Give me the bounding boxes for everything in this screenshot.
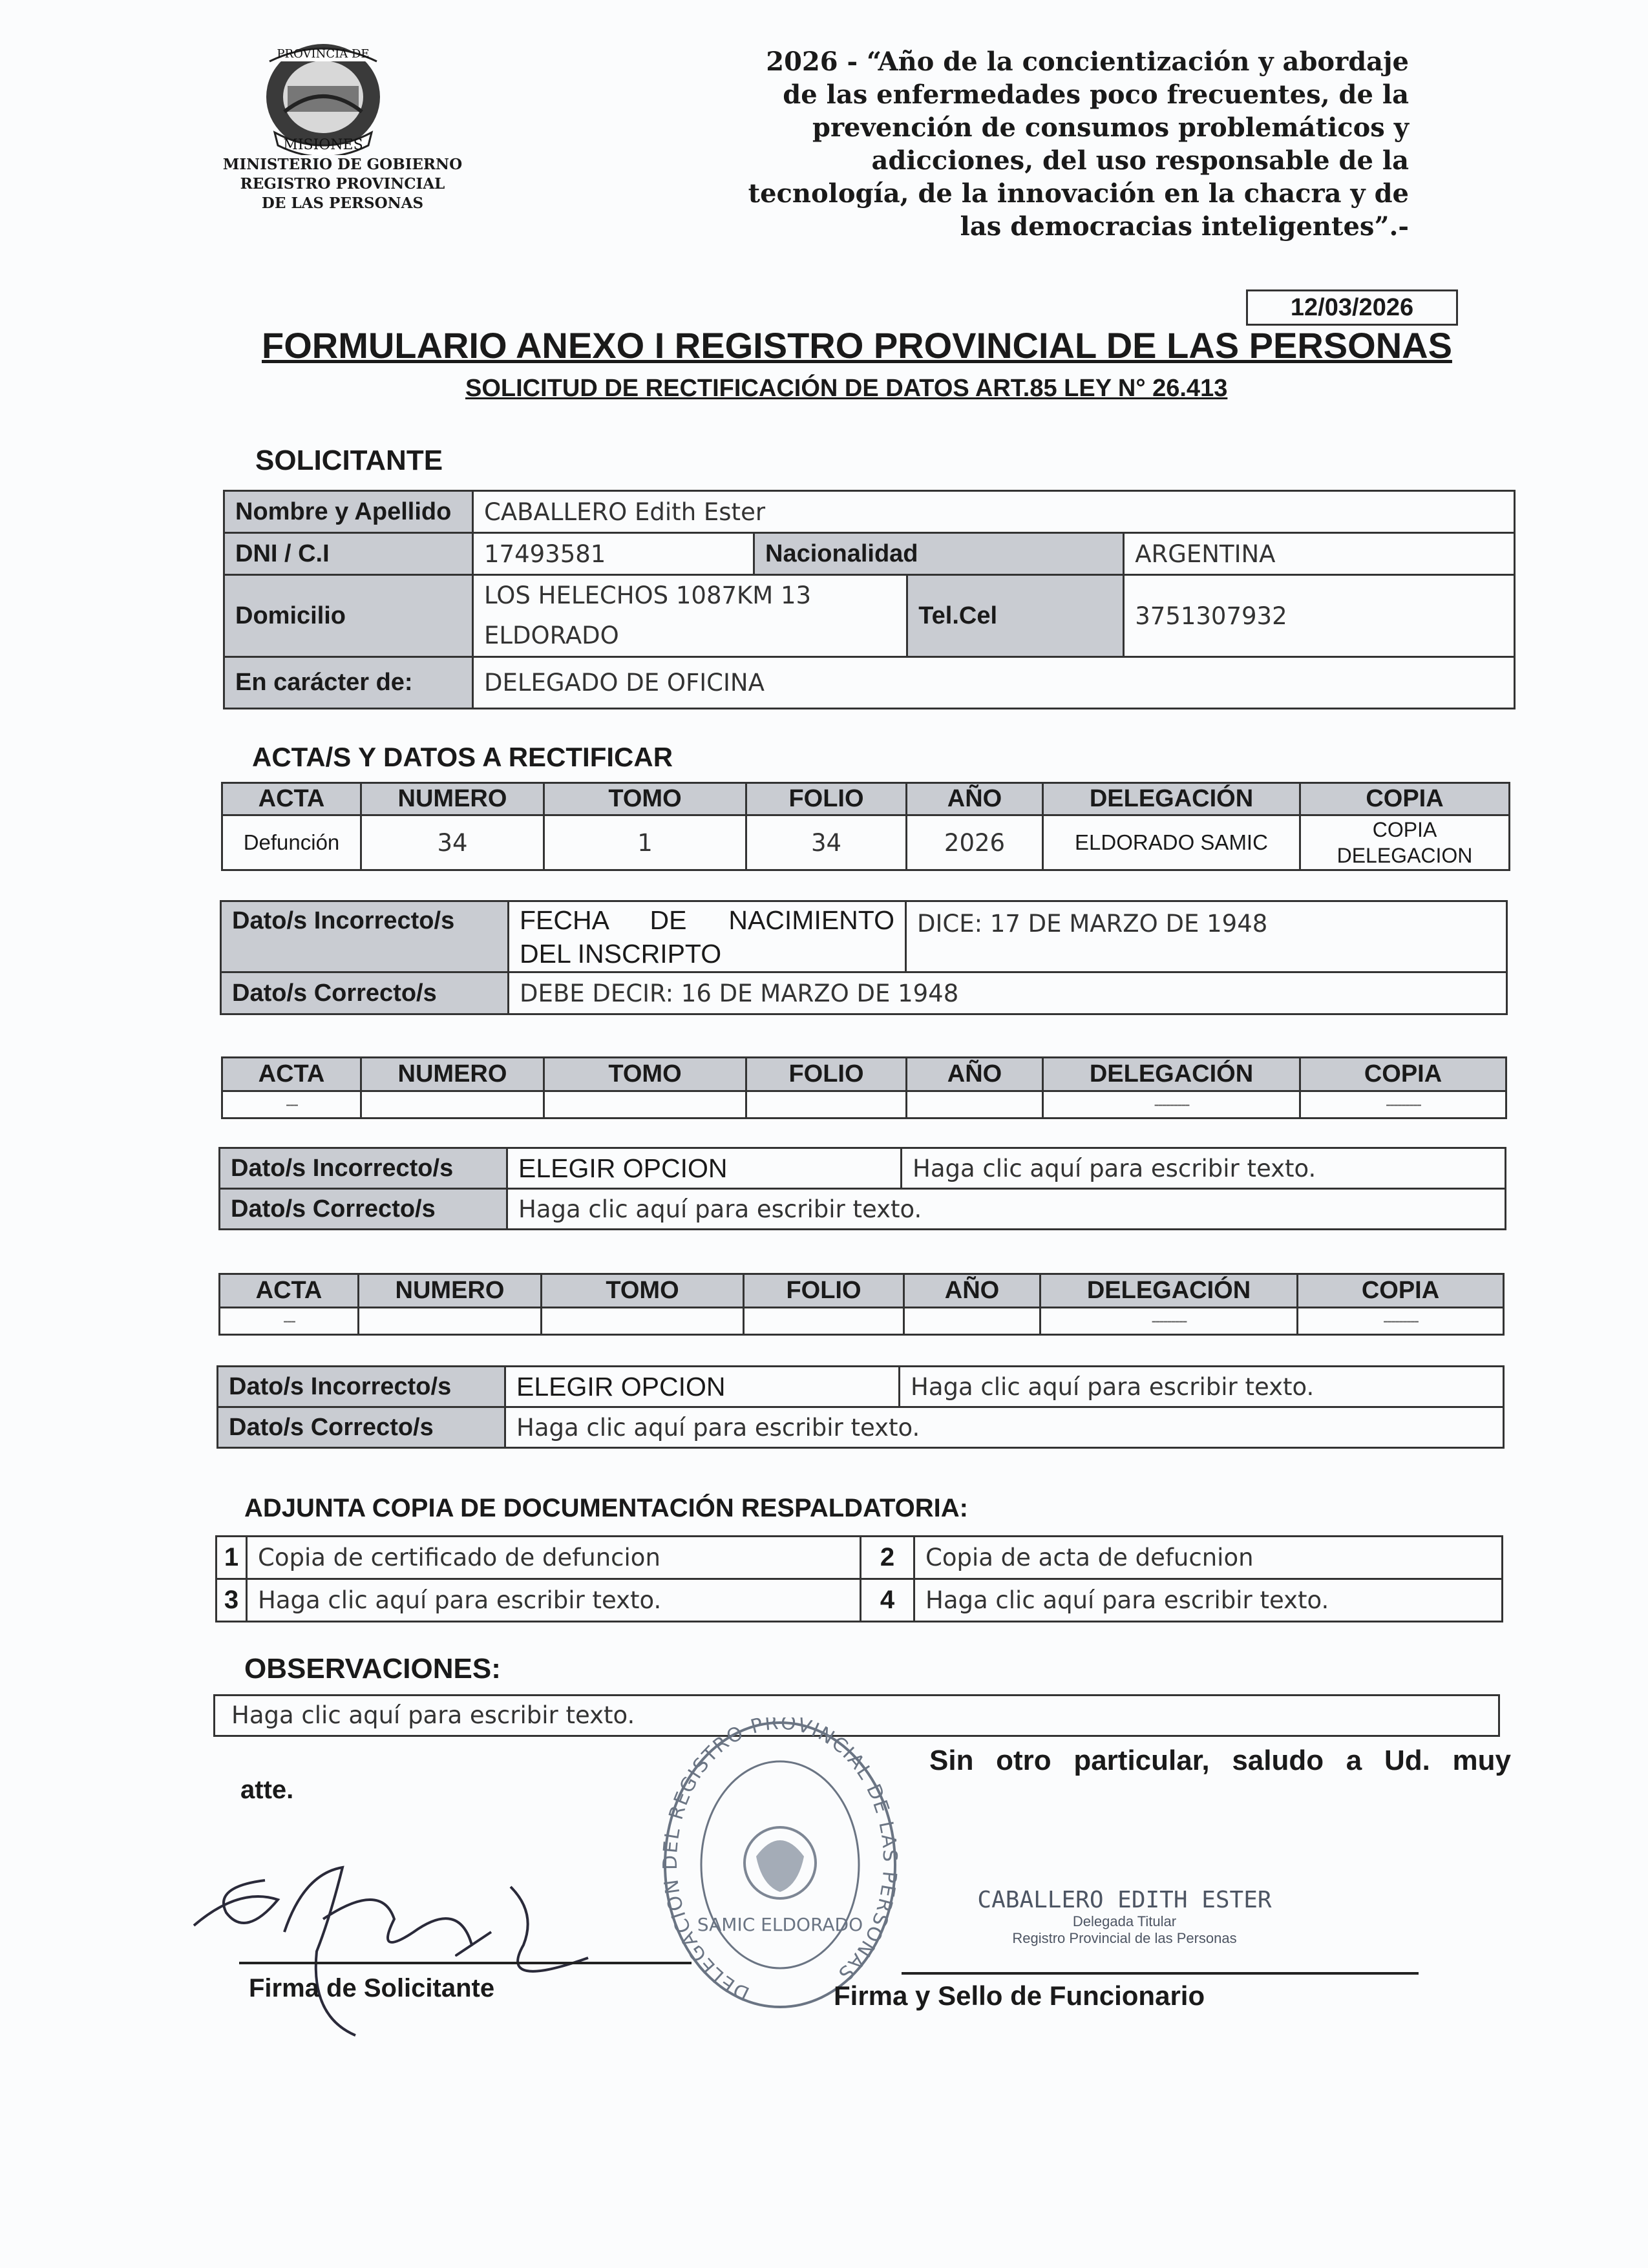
motto-line: prevención de consumos problemáticos y	[812, 112, 1409, 143]
section-heading-actas: ACTA/S Y DATOS A RECTIFICAR	[252, 742, 673, 772]
option-line: DEL INSCRIPTO	[520, 938, 722, 969]
tomo-field[interactable]	[544, 1091, 746, 1118]
col-folio: FOLIO	[744, 1274, 904, 1308]
col-acta: ACTA	[220, 1274, 359, 1308]
incorrect-option[interactable]	[509, 901, 906, 972]
debe-decir-field[interactable]: DEBE DECIR: 16 DE MARZO DE 1948	[509, 972, 1507, 1014]
col-copia: COPIA	[1298, 1274, 1504, 1308]
col-tomo: TOMO	[542, 1274, 744, 1308]
nombre-label: Nombre y Apellido	[224, 491, 473, 533]
delegacion-field[interactable]: ---------	[1041, 1308, 1298, 1335]
col-anio: AÑO	[907, 1058, 1043, 1091]
coat-of-arms-icon	[255, 36, 391, 155]
closing-line: Sin otro particular, saludo a Ud. muy	[929, 1745, 1511, 1776]
numero-field[interactable]	[361, 1091, 544, 1118]
signature-solicitante	[187, 1861, 607, 2042]
copia-line: COPIA	[1372, 818, 1437, 841]
incorrect-label: Dato/s Incorrecto/s	[221, 901, 509, 972]
adjunta-item-4[interactable]: Haga clic aquí para escribir texto.	[914, 1579, 1503, 1622]
stamp-org: Registro Provincial de las Personas	[1012, 1930, 1237, 1946]
nombre-field[interactable]: CABALLERO Edith Ester	[473, 491, 1515, 533]
adjunta-item-3[interactable]: Haga clic aquí para escribir texto.	[247, 1579, 861, 1622]
incorrect-text-field[interactable]: Haga clic aquí para escribir texto.	[900, 1367, 1504, 1407]
numero-field[interactable]: 34	[361, 815, 544, 870]
option-line: FECHA DE NACIMIENTO	[520, 905, 894, 935]
domicilio-line: LOS HELECHOS 1087KM 13	[484, 582, 812, 609]
adjunta-table	[215, 1535, 1503, 1622]
year-motto	[748, 45, 1409, 243]
official-stamp	[659, 1717, 902, 2011]
col-acta: ACTA	[222, 1058, 361, 1091]
folio-field[interactable]	[746, 1091, 907, 1118]
motto-line: las democracias inteligentes”.-	[960, 211, 1409, 242]
col-numero: NUMERO	[361, 783, 544, 815]
incorrect-label: Dato/s Incorrecto/s	[220, 1148, 507, 1189]
signature-line-solicitante	[239, 1962, 692, 1964]
form-subtitle: SOLICITUD DE RECTIFICACIÓN DE DATOS ART.85 LEY N° 26.413	[465, 375, 1228, 402]
dice-field[interactable]: DICE: 17 DE MARZO DE 1948	[906, 901, 1507, 972]
correct-label: Dato/s Correcto/s	[218, 1407, 505, 1448]
item-number: 2	[861, 1537, 914, 1579]
col-anio: AÑO	[904, 1274, 1041, 1308]
tomo-field[interactable]	[542, 1308, 744, 1335]
acta-table-3	[218, 1273, 1505, 1336]
motto-line: de las enfermedades poco frecuentes, de la	[783, 79, 1409, 110]
tel-label: Tel.Cel	[907, 575, 1124, 657]
col-acta: ACTA	[222, 783, 361, 815]
anio-field[interactable]	[904, 1308, 1041, 1335]
ministry-line: MINISTERIO DE GOBIERNO	[222, 156, 463, 173]
acta-type-field[interactable]: Defunción	[222, 815, 361, 870]
item-number: 1	[217, 1537, 247, 1579]
name-stamp	[969, 1887, 1280, 1947]
stamp-name: CABALLERO EDITH ESTER	[977, 1887, 1272, 1913]
col-copia: COPIA	[1300, 783, 1510, 815]
observaciones-field[interactable]: Haga clic aquí para escribir texto.	[213, 1694, 1500, 1737]
correct-text-field[interactable]: Haga clic aquí para escribir texto.	[505, 1407, 1504, 1448]
domicilio-line: ELDORADO	[484, 622, 619, 649]
folio-field[interactable]	[744, 1308, 904, 1335]
col-folio: FOLIO	[746, 783, 907, 815]
col-folio: FOLIO	[746, 1058, 907, 1091]
motto-line: 2026 - “Año de la concientización y abordaje	[766, 47, 1409, 77]
col-tomo: TOMO	[544, 783, 746, 815]
form-title: FORMULARIO ANEXO I REGISTRO PROVINCIAL DE LAS PERSONAS	[262, 325, 1452, 366]
incorrect-text-field[interactable]: Haga clic aquí para escribir texto.	[902, 1148, 1506, 1189]
numero-field[interactable]	[359, 1308, 542, 1335]
caracter-field[interactable]: DELEGADO DE OFICINA	[473, 657, 1515, 709]
acta-table-1	[221, 782, 1510, 871]
delegacion-field[interactable]: ---------	[1043, 1091, 1300, 1118]
tomo-field[interactable]: 1	[544, 815, 746, 870]
tel-field[interactable]: 3751307932	[1124, 575, 1515, 657]
anio-field[interactable]	[907, 1091, 1043, 1118]
col-delegacion: DELEGACIÓN	[1041, 1274, 1298, 1308]
copia-line: DELEGACION	[1336, 844, 1473, 867]
col-numero: NUMERO	[359, 1274, 542, 1308]
acta-type-field[interactable]: ---	[220, 1308, 359, 1335]
motto-line: adicciones, del uso responsable de la	[871, 145, 1409, 176]
nacionalidad-label: Nacionalidad	[754, 533, 1124, 575]
svg-text:PROVINCIA DE: PROVINCIA DE	[277, 47, 370, 61]
col-copia: COPIA	[1300, 1058, 1506, 1091]
col-delegacion: DELEGACIÓN	[1043, 783, 1300, 815]
date-box: 12/03/2026	[1246, 289, 1458, 326]
correct-text-field[interactable]: Haga clic aquí para escribir texto.	[507, 1189, 1506, 1230]
adjunta-item-1[interactable]: Copia de certificado de defuncion	[247, 1537, 861, 1579]
col-anio: AÑO	[907, 783, 1043, 815]
datos-table-1	[220, 900, 1508, 1015]
adjunta-item-2[interactable]: Copia de acta de defucnion	[914, 1537, 1503, 1579]
stamp-role: Delegada Titular	[1072, 1913, 1177, 1929]
domicilio-label: Domicilio	[224, 575, 473, 657]
acta-type-field[interactable]: ---	[222, 1091, 361, 1118]
svg-text:MISIONES: MISIONES	[283, 137, 363, 153]
anio-field[interactable]: 2026	[907, 815, 1043, 870]
motto-line: tecnología, de la innovación en la chacra y de	[748, 178, 1409, 209]
section-heading-observaciones: OBSERVACIONES:	[244, 1653, 501, 1685]
copia-field[interactable]: ---------	[1300, 1091, 1506, 1118]
ministry-line: REGISTRO PROVINCIAL	[240, 175, 445, 193]
firma-funcionario-label: Firma y Sello de Funcionario	[834, 1980, 1205, 2011]
firma-solicitante-label: Firma de Solicitante	[249, 1974, 495, 2002]
opcion-dropdown[interactable]: ELEGIR OPCION	[505, 1367, 900, 1407]
acta-table-2	[221, 1056, 1507, 1119]
ministry-name	[213, 155, 472, 213]
item-number: 3	[217, 1579, 247, 1622]
col-tomo: TOMO	[544, 1058, 746, 1091]
opcion-dropdown[interactable]: ELEGIR OPCION	[507, 1148, 902, 1189]
copia-field[interactable]	[1300, 815, 1510, 870]
domicilio-field[interactable]	[473, 575, 907, 657]
incorrect-label: Dato/s Incorrecto/s	[218, 1367, 505, 1407]
datos-table-2	[218, 1147, 1506, 1230]
folio-field[interactable]: 34	[746, 815, 907, 870]
correct-label: Dato/s Correcto/s	[220, 1189, 507, 1230]
svg-text:DELEGACION DEL REGISTRO PROVIN: DELEGACION DEL REGISTRO PROVINCIAL DE LAS PERSONAS	[659, 1717, 902, 2005]
solicitante-table	[223, 490, 1516, 709]
nacionalidad-field[interactable]: ARGENTINA	[1124, 533, 1515, 575]
copia-field[interactable]: ---------	[1298, 1308, 1504, 1335]
col-delegacion: DELEGACIÓN	[1043, 1058, 1300, 1091]
section-heading-adjunta: ADJUNTA COPIA DE DOCUMENTACIÓN RESPALDATORIA:	[244, 1494, 968, 1522]
section-heading-solicitante: SOLICITANTE	[255, 445, 443, 476]
datos-table-3	[217, 1365, 1505, 1449]
col-numero: NUMERO	[361, 1058, 544, 1091]
caracter-label: En carácter de:	[224, 657, 473, 709]
dni-label: DNI / C.I	[224, 533, 473, 575]
signature-line-funcionario	[902, 1972, 1419, 1975]
closing-line-2: atte.	[240, 1776, 294, 1804]
stamp-icon	[659, 1717, 902, 2011]
correct-label: Dato/s Correcto/s	[221, 972, 509, 1014]
dni-field[interactable]: 17493581	[473, 533, 754, 575]
svg-text:SAMIC ELDORADO: SAMIC ELDORADO	[697, 1914, 863, 1935]
delegacion-field[interactable]: ELDORADO SAMIC	[1043, 815, 1300, 870]
handwritten-signature-icon	[187, 1861, 607, 2042]
item-number: 4	[861, 1579, 914, 1622]
coat-of-arms-logo	[255, 36, 391, 155]
ministry-line: DE LAS PERSONAS	[261, 194, 424, 212]
